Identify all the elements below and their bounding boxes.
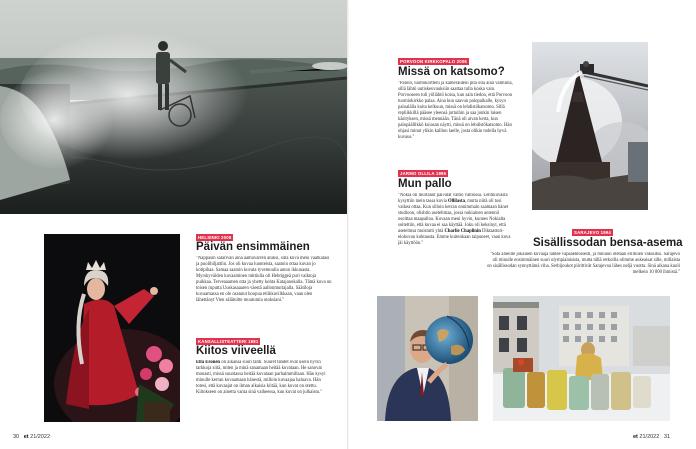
helsinki-tag: HELSINKI 2008 xyxy=(198,235,232,240)
porvoo-tag: PORVOON KIRKKOPALO 2006 xyxy=(400,59,467,64)
porvoo-headline: Missä on katsomo? xyxy=(398,66,505,78)
right-issue: 21/2022 xyxy=(639,434,660,440)
jarmo-name-chaplin: Charlie Chaplinin xyxy=(444,229,481,235)
helsinki-headline: Päivän ensimmäinen xyxy=(196,241,310,253)
kansallisteatteri-tag: KANSALLISTEATTERI 1981 xyxy=(198,339,259,344)
kansallisteatteri-name: Ella Eronen xyxy=(196,360,221,365)
storm-pier-photo xyxy=(0,0,347,214)
actress-photo xyxy=(44,234,180,422)
jarmo-headline: Mun pallo xyxy=(398,178,452,190)
man-globe-photo xyxy=(377,296,478,421)
jarmo-body: "Nokia oli murtanut päivälät valtio valtiossa. Lehtikuvasta kysyttiin mein tassa kuvia Ollilasta, mutta niitä oli tosi vaikea ottaa. Kun silloin kerran onnimmain saamaan hänet studioon, olishtin aseteltmaa, jossa nokiainen antennii osoittaa maapalloa. Kuvaan meni hyvin, kunnes Nokialta soitettiin, että kuvaa ei saa käyttää. Joku oli keksinyt, että asetelmsa muistutti yhtä Charlie Chaplinin Diktaattori-elokuvan kohtausta. Emme kuitenkaan taipuneet, vaan kuva jäi käyttöön." xyxy=(398,193,511,247)
spread-gutter xyxy=(347,0,349,449)
kansallisteatteri-headline: Kiitos viiveellä xyxy=(196,345,276,357)
jarmo-tag: JARMO OLLILA 1995 xyxy=(400,171,447,176)
porvoo-body: "Paloin, luottokortteni ja kameraideni pitä ollä aina valmiina, sillä lähtö uutiskeuvauksiin saattaa tulla koska vain. Porvooseen tuli yöllähtö koisa, kun sain tiedon, että Porvoon tuomiokirkko palaa. Aina kun saavun palopaikalle, kysyn paloalälla koita kelkuun, missä on lehdistökatsomo. Sillä repliikkillä pääsee yleensä juttuihin ja saa jonkin laisen käsityksen, missä mennään. Tänä oli aivan kerta, kun palopäällikkö kuiasan näytti, missä on lehdistökatsomo. Hän ohjasi minut ylikin kallion laelle, josta olikin todella hyvä kuvaus." xyxy=(398,81,513,141)
right-magazine-name: et xyxy=(633,434,638,440)
sarajevo-fuel-photo xyxy=(493,296,670,421)
helsinki-body: "Nappasin sälärivan aina aamuvarren aluksi, sillä kuva meni vaatkalasi ja puolihiljattiin. Jos oli kuvaa luonteista, saatoin ottaa kuvan jo kotipihaa. Samaa saatoin kuvata tyvemuulla auton ikkunasta. Myrskyväiden kuvaaminen mittiulla oli Hebriggeä puri vaiktoja puikkaa. Terveaaamen otta ja yhetty kohta Katajanokalla. Tämä kuva on toisen ruputta Uuskasaaaren väestä aallonmurtajalla. Säätiloja kuvaamassa en ole osannut hoopua etiikkavilkkaan, vaan olen lähettänyt Vien sälätuitte muutumia otoksiani." xyxy=(196,256,332,304)
sarajevo-headline: Sisällissodan bensa-asema xyxy=(533,237,683,249)
left-issue: 21/2022 xyxy=(30,434,51,440)
left-folio xyxy=(13,434,50,440)
right-folio xyxy=(633,434,670,440)
jarmo-name-ollila: Ollilasta xyxy=(448,199,465,205)
sarajevo-body: "Sota alueille jokainen kuvaaja lähtee vapaaehtoisesti, ja minuun otetaan erillinen vakuutus. Sarajevo oli minulle ensimmäinen suuri olympialaisista, mutta tällä retkoilla olimme aukeaisat sille, millaista on sisällissodan synnyttämä viha. Serbijoukot piirittivät Sarajevoa lähes neljä vuotta. Sinä aikana kuoli melkein 10 000 ihmistä." xyxy=(487,252,680,276)
left-page-number: 30 xyxy=(13,434,20,440)
left-magazine-name: et xyxy=(23,434,29,440)
kansallisteatteri-body: Ella Eronen oli aikansa suuri tähti. Suuret tähdet ovat usein hyvin tarkkoja siitä, miten ja minä sanamaan heitää kuvataan. He sanovat monasti, missä suuntassa heitää kuvataan parhaimmillaan. Hän kysyi minulle kerran kuvaamaan hänestä, milloin kuvaajaa haluava. Hän totesi, että kuvaajat on ilman aikaisia kiitää, kun kuvat on otettu. Kiitokseen on ainetta vanta sinä vaiheessa, kun kuvat on julkaistu." xyxy=(196,360,326,396)
sarajevo-tag: SARAJEVO 1994 xyxy=(574,230,611,235)
right-page-number: 31 xyxy=(663,434,671,440)
church-fire-photo xyxy=(532,42,648,210)
